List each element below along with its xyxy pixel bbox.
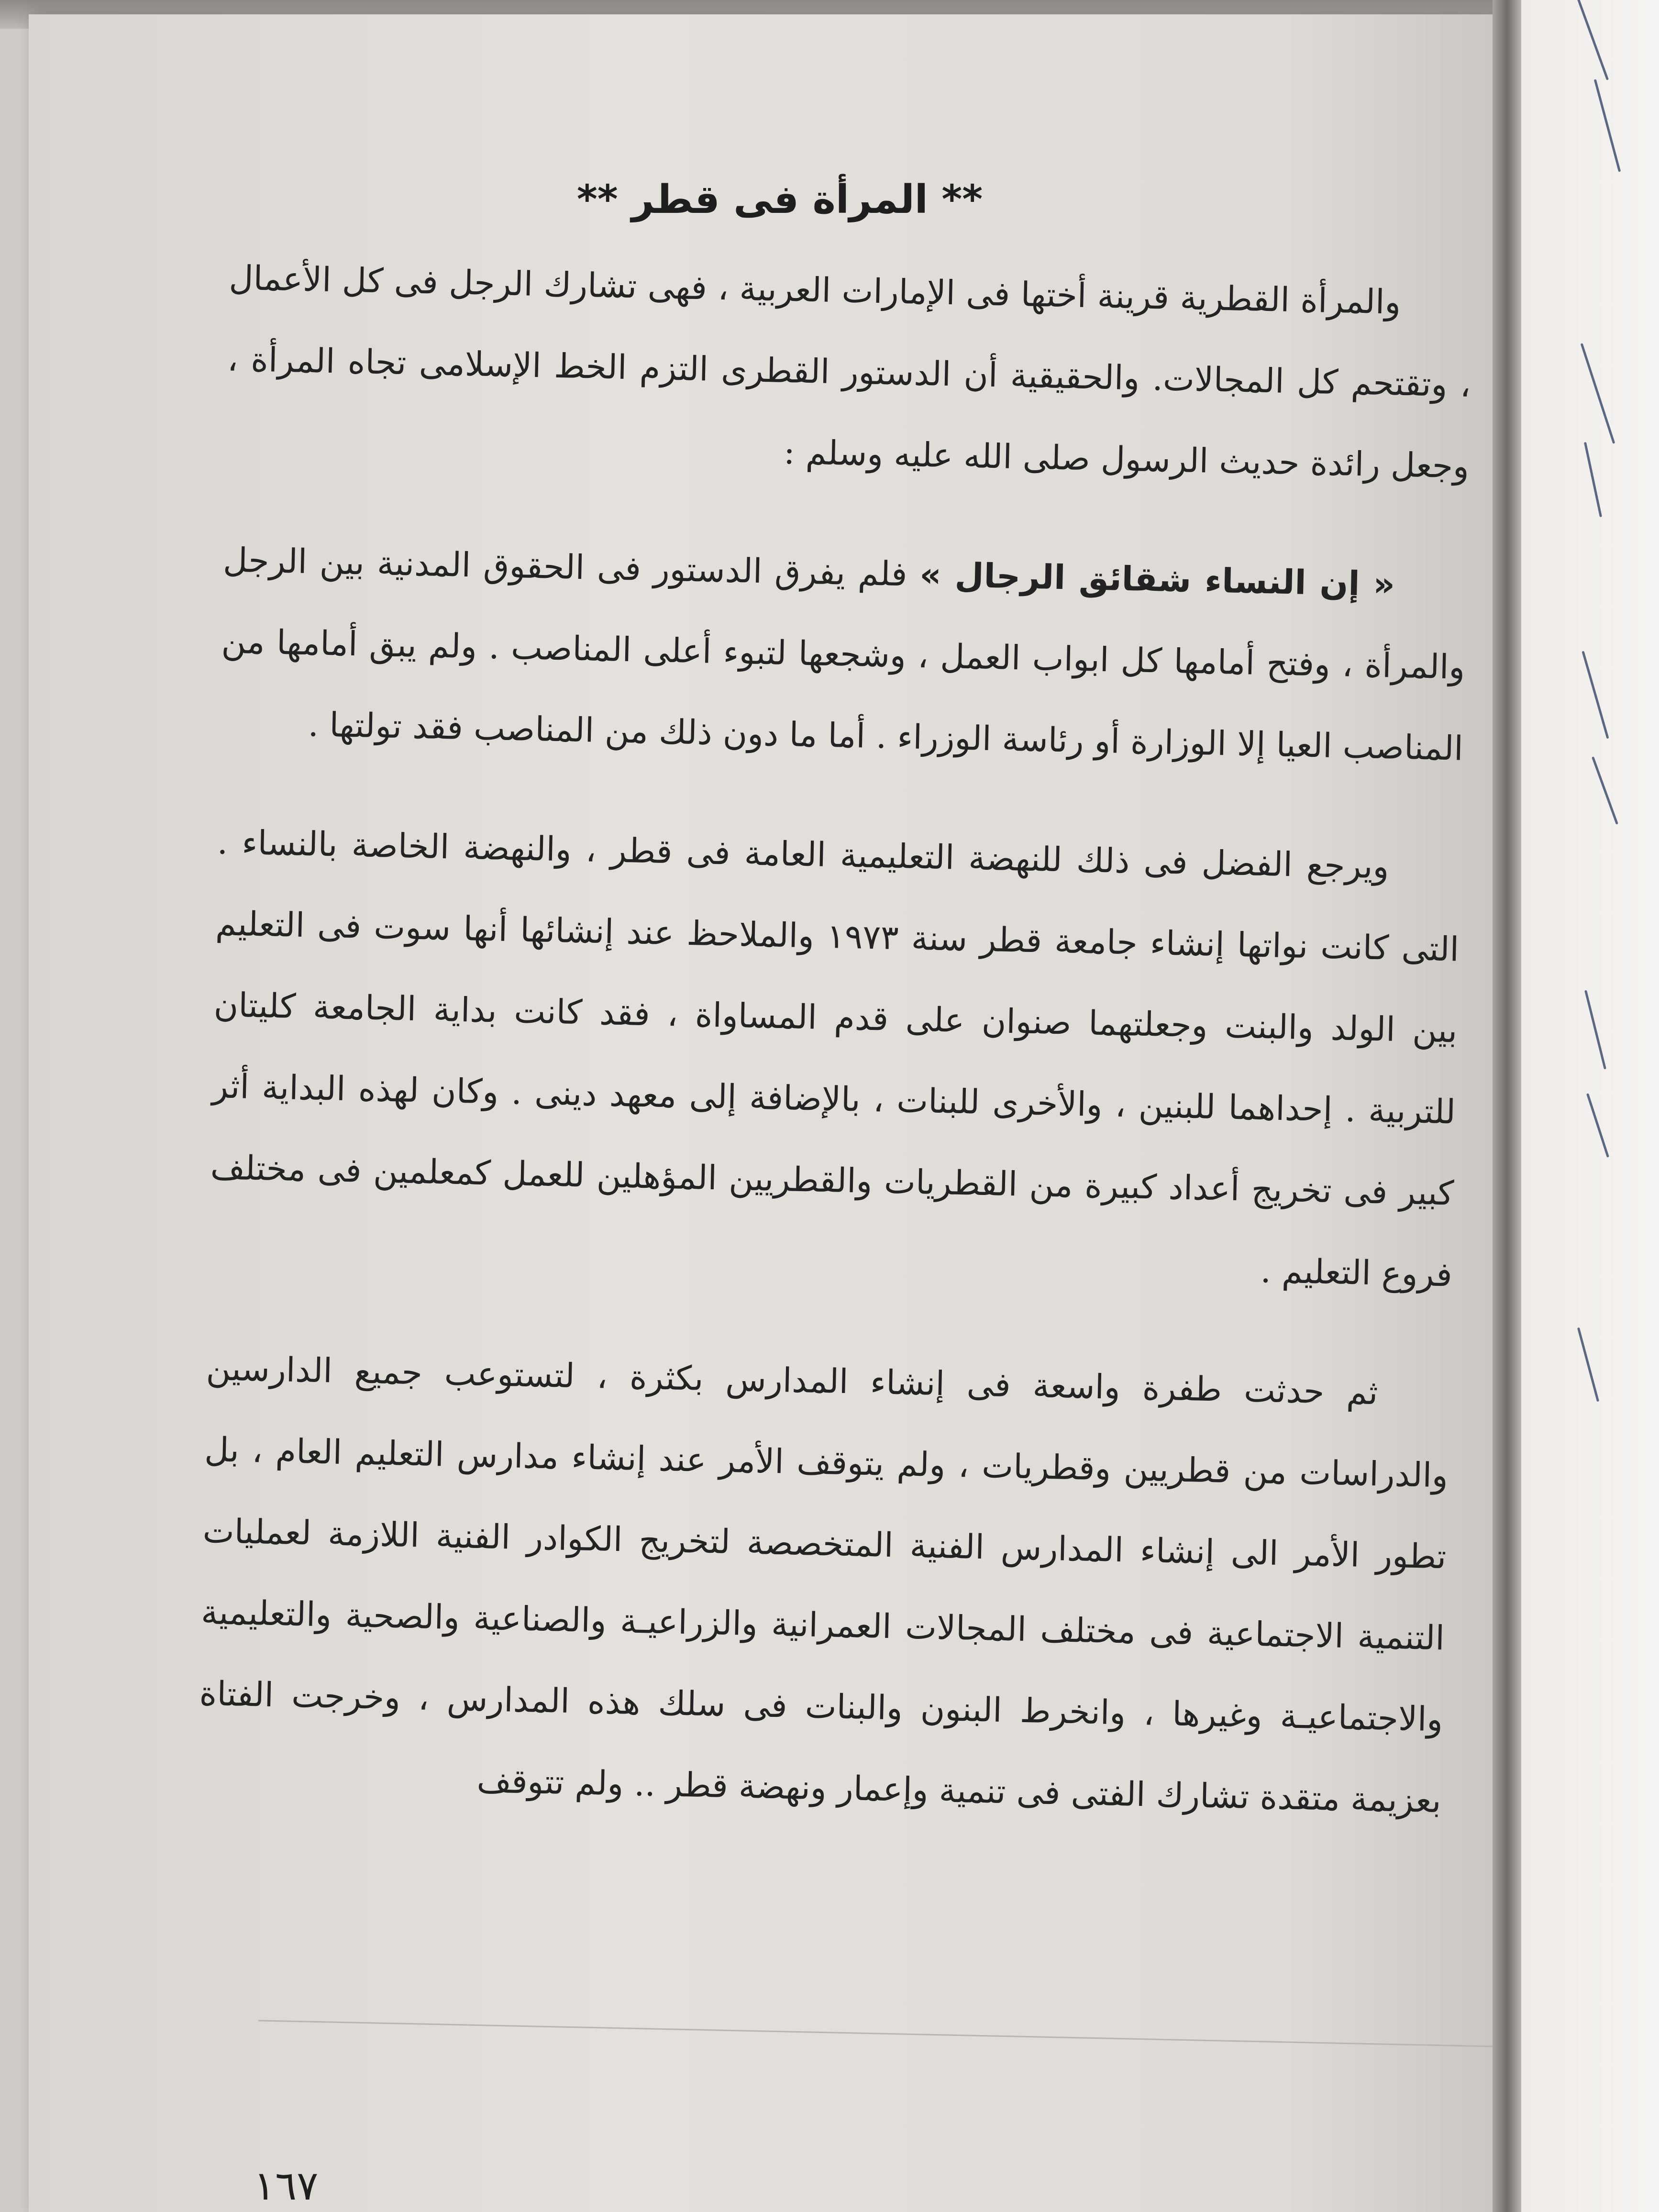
ink-stroke — [1582, 651, 1609, 739]
ink-stroke — [1584, 442, 1602, 518]
hadith-quote: « إن النساء شقائق الرجال » — [919, 554, 1395, 604]
paragraph-1: والمرأة القطرية قرينة أختها فى الإمارات العربية ، فهى تشارك الرجل فى كل الأعمال ، وتقتحم كل المجالات. والحقيقية أن الدستور القطرى التزم الخط الإسلامى تجاه المرأة ، وجعل رائدة حديث الرسول صلى الله عليه وسلم : — [227, 258, 1471, 486]
paragraph-2 — [219, 519, 1468, 789]
paragraph-2-text: فلم يفرق الدستور فى الحقوق المدنية بين الرجل والمرأة ، وفتح أمامها كل ابواب العمل ، وشجعها لتبوء أعلى المناصب . ولم يبق أمامها من المناصب العيا إلا الوزارة أو رئاسة الوزراء . أما ما دون ذلك من المناصب فقد تولتها . — [221, 540, 1466, 768]
page-number: ١٦٧ — [254, 2162, 319, 2209]
footer-rule — [258, 2020, 1521, 2047]
ink-stroke — [1584, 990, 1606, 1069]
book-page — [29, 14, 1507, 2212]
body-text — [196, 237, 1473, 1880]
ink-stroke — [1577, 1327, 1599, 1402]
ink-stroke — [1586, 1093, 1609, 1158]
ink-stroke — [1594, 79, 1621, 172]
facing-page-edge — [1521, 0, 1659, 2212]
handwritten-margin-notes — [1540, 0, 1650, 2212]
book-gutter — [1493, 0, 1521, 2212]
paragraph-4: ثم حدثت طفرة واسعة فى إنشاء المدارس بكثرة ، لتستوعب جميع الدارسين والدراسات من قطريين وقطريات ، ولم يتوقف الأمر عند إنشاء مدارس التعليم العام ، بل تطور الأمر الى إنشاء المدارس الفنية المتخصصة لتخريج الكوادر الفنية اللازمة لعمليات التنمية الاجتماعية فى مختلف المجالات العمرانية والزراعيـة والصناعية والصحية والتعليمية والاجتماعيـة وغيرها ، وانخرط البنون والبنات فى سلك هذه المدارس ، وخرجت الفتاة بعزيمة متقدة تشارك الفتى فى تنمية وإعمار ونهضة قطر .. ولم تتوقف — [199, 1349, 1449, 1821]
ink-stroke — [1577, 0, 1609, 80]
ink-stroke — [1581, 343, 1615, 444]
page-heading: ** المرأة فى قطر ** — [576, 177, 983, 222]
ink-stroke — [1592, 756, 1618, 825]
paragraph-3: ويرجع الفضل فى ذلك للنهضة التعليمية العامة فى قطر ، والنهضة الخاصة بالنساء . التى كانت نواتها إنشاء جامعة قطر سنة ١٩٧٣ والملاحظ عند إنشائها أنها سوت فى التعليم بين الولد والبنت وجعلتهما صنوان على قدم المساواة ، فقد كانت بداية الجامعة كليتان للتربية . إحداهما للبنين ، والأخرى للبنات ، بالإضافة إلى معهد دينى . وكان لهذه البداية أثر كبير فى تخريج أعداد كبيرة من القطريات والقطريين المؤهلين للعمل كمعلمين فى مختلف فروع التعليم . — [210, 822, 1460, 1294]
